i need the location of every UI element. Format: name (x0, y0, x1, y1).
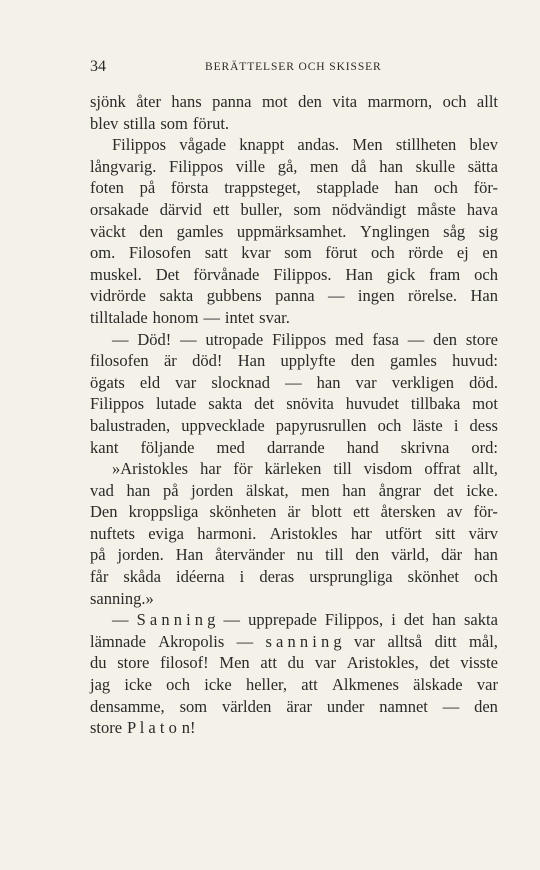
page-header (90, 58, 498, 78)
text-line: filosofen är död! Han upplyfte den gamles huvud: (90, 351, 498, 371)
text-line: väckt den gamles uppmärksamhet. Ynglingen såg sig (90, 221, 498, 241)
running-title: BERÄTTELSER OCH SKISSER (205, 61, 382, 73)
text-line: muskel. Det förvånade Filippos. Han gick fram och (90, 264, 498, 284)
text-line: på jorden. Han återvänder nu till den värld, där han (90, 545, 498, 565)
text-line: densamme, som världen ärar under namnet — den (90, 696, 498, 716)
text-line: — Död! — utropade Filippos med fasa — den store (112, 329, 498, 349)
text-line: om. Filosofen satt kvar som förut och rörde ej en (90, 243, 498, 263)
body-text (90, 91, 498, 739)
text-line: »Aristokles har för kärleken till visdom offrat allt, (112, 459, 498, 479)
text-line: jag icke och icke heller, att Alkmenes älskade var (90, 675, 498, 695)
page-number: 34 (90, 58, 106, 75)
text-line: kant följande med darrande hand skrivna ord: (90, 437, 498, 457)
text-line: nuftets eviga harmoni. Aristokles har utfört sitt värv (90, 523, 498, 543)
text-line: store P l a t o n! (90, 718, 196, 738)
text-line: foten på första trappsteget, stapplade han och för- (90, 178, 498, 198)
text-line: tilltalade honom — intet svar. (90, 307, 290, 327)
text-line: Filippos lutade sakta det snövita huvudet tillbaka mot (90, 394, 498, 414)
text-line: — S a n n i n g — upprepade Filippos, i det han sakta (112, 610, 498, 630)
text-line: balustraden, uppvecklade papyrusrullen och läste i dess (90, 415, 498, 435)
text-line: långvarig. Filippos ville gå, men då han skulle sätta (90, 156, 498, 176)
text-line: sjönk åter hans panna mot den vita marmorn, och allt (90, 92, 498, 111)
text-line: orsakade därvid ett buller, som nödvändigt måste hava (90, 199, 498, 219)
text-line: Den kroppsliga skönheten är blott ett återsken av för- (90, 502, 498, 522)
text-line: vidrörde sakta gubbens panna — ingen rörelse. Han (90, 286, 498, 306)
text-line: får skåda idéerna i deras ursprungliga skönhet och (90, 567, 498, 587)
text-line: blev stilla som förut. (90, 113, 230, 133)
text-line: ögats eld var slocknad — han var verkligen död. (90, 372, 498, 392)
text-line: sanning.» (90, 588, 154, 608)
text-line: vad han på jorden älskat, men han ångrar det icke. (90, 480, 498, 500)
text-line: du store filosof! Men att du var Aristokles, det visste (90, 653, 498, 673)
text-line: Filippos vågade knappt andas. Men stillheten blev (112, 135, 498, 155)
text-line: lämnade Akropolis — s a n n i n g var alltså ditt mål, (90, 631, 498, 651)
